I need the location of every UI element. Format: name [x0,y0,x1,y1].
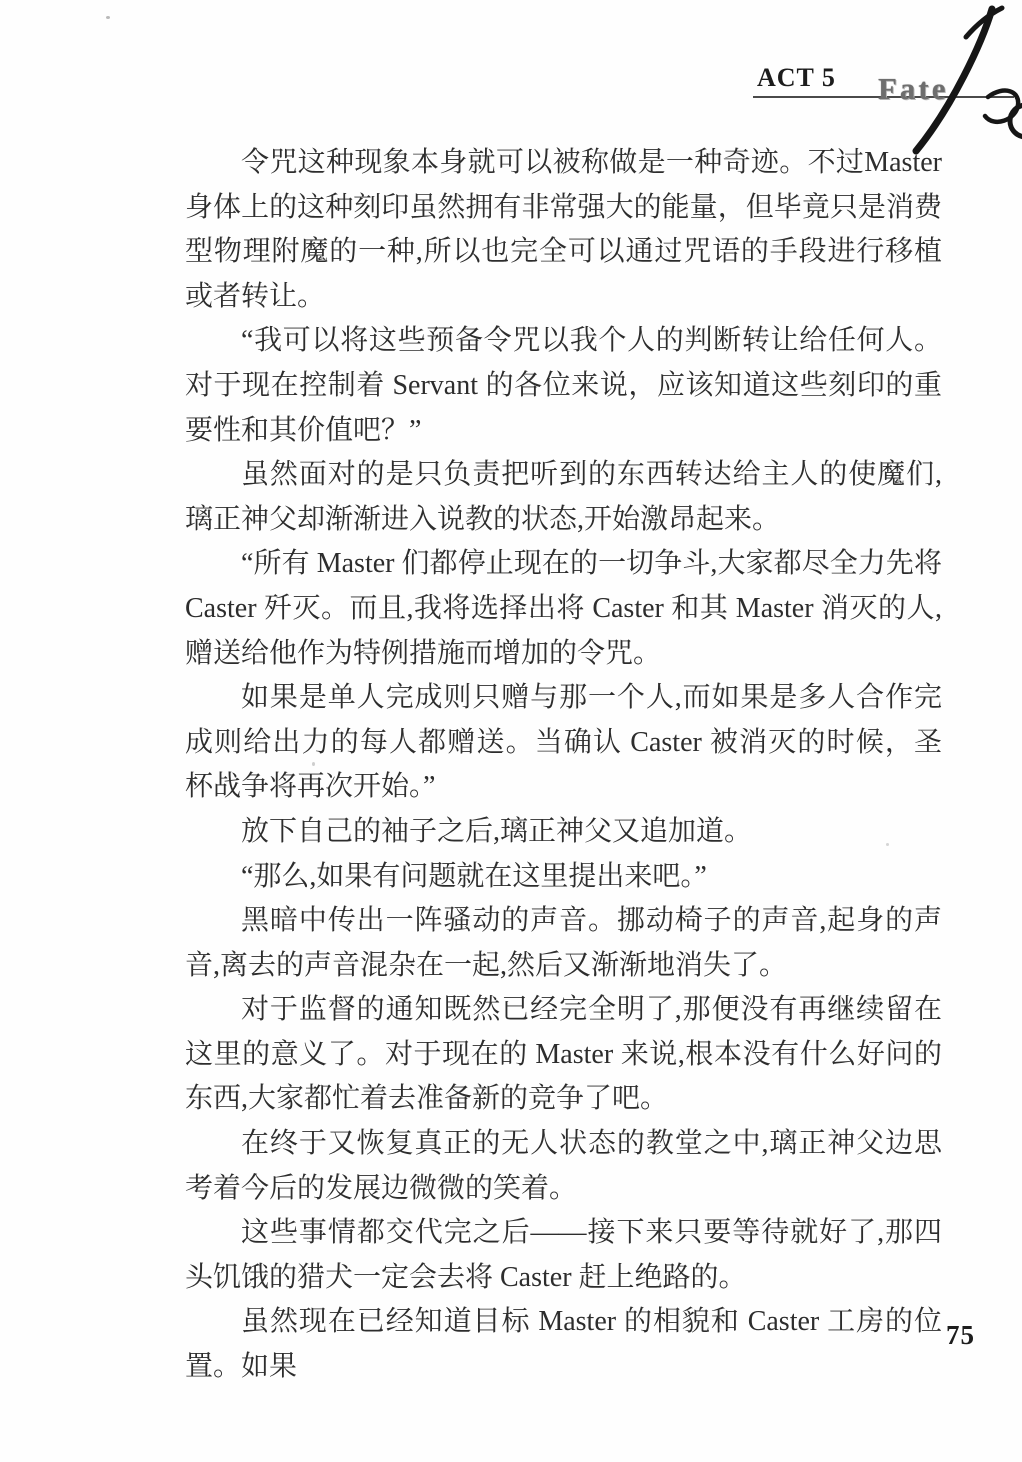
scan-speck [886,843,889,846]
text-body [185,141,942,1390]
paragraph: 这些事情都交代完之后——接下来只要等待就好了,那四头饥饿的猎犬一定会去将 Caster 赶上绝路的。 [185,1217,942,1293]
chapter-label: ACT 5 [757,63,836,92]
logo-zero-text [860,0,861,1]
paragraph: 在终于又恢复真正的无人状态的教堂之中,璃正神父边思考着今后的发展边微微的笑着。 [185,1128,942,1204]
scan-speck [312,762,315,766]
paragraph: 黑暗中传出一阵骚动的声音。挪动椅子的声音,起身的声音,离去的声音混杂在一起,然后又渐渐地消失了。 [185,905,942,981]
paragraph: “我可以将这些预备令咒以我个人的判断转让给任何人。对于现在控制着 Servant 的各位来说，应该知道这些刻印的重要性和其价值吧？” [185,325,942,446]
paragraph: 放下自己的袖子之后,璃正神父又追加道。 [241,815,753,847]
logo-zero-flourish-icon [900,5,1022,155]
paragraph: 如果是单人完成则只赠与那一个人,而如果是多人合作完成则给出力的每人都赠送。当确认 Caster 被消灭的时候，圣杯战争将再次开始。” [185,682,942,803]
page-number: 75 [946,1320,975,1350]
fate-zero-logo [860,0,1022,160]
paragraph: “那么,如果有问题就在这里提出来吧。” [241,860,707,892]
paragraph: 对于监督的通知既然已经完全明了,那便没有再继续留在这里的意义了。对于现在的 Master 来说,根本没有什么好问的东西,大家都忙着去准备新的竞争了吧。 [185,994,942,1115]
paragraph: 虽然面对的是只负责把听到的东西转达给主人的使魔们,璃正神父却渐渐进入说教的状态,开始激昂起来。 [185,459,942,535]
scan-speck [106,16,110,19]
paragraph: 虽然现在已经知道目标 Master 的相貌和 Caster 工房的位置。如果 [185,1306,942,1383]
paragraph: “所有 Master 们都停止现在的一切争斗,大家都尽全力先将 Caster 歼灭。而且,我将选择出将 Caster 和其 Master 消灭的人,赠送给他作为特例措施而增加的令咒。 [185,548,942,669]
paragraph: 令咒这种现象本身就可以被称做是一种奇迹。不过Master 身体上的这种刻印虽然拥有非常强大的能量，但毕竟只是消费型物理附魔的一种,所以也完全可以通过咒语的手段进行移植或者转让。 [185,147,942,312]
logo-fate-text: Fate [878,71,949,106]
page-header [0,0,1022,160]
